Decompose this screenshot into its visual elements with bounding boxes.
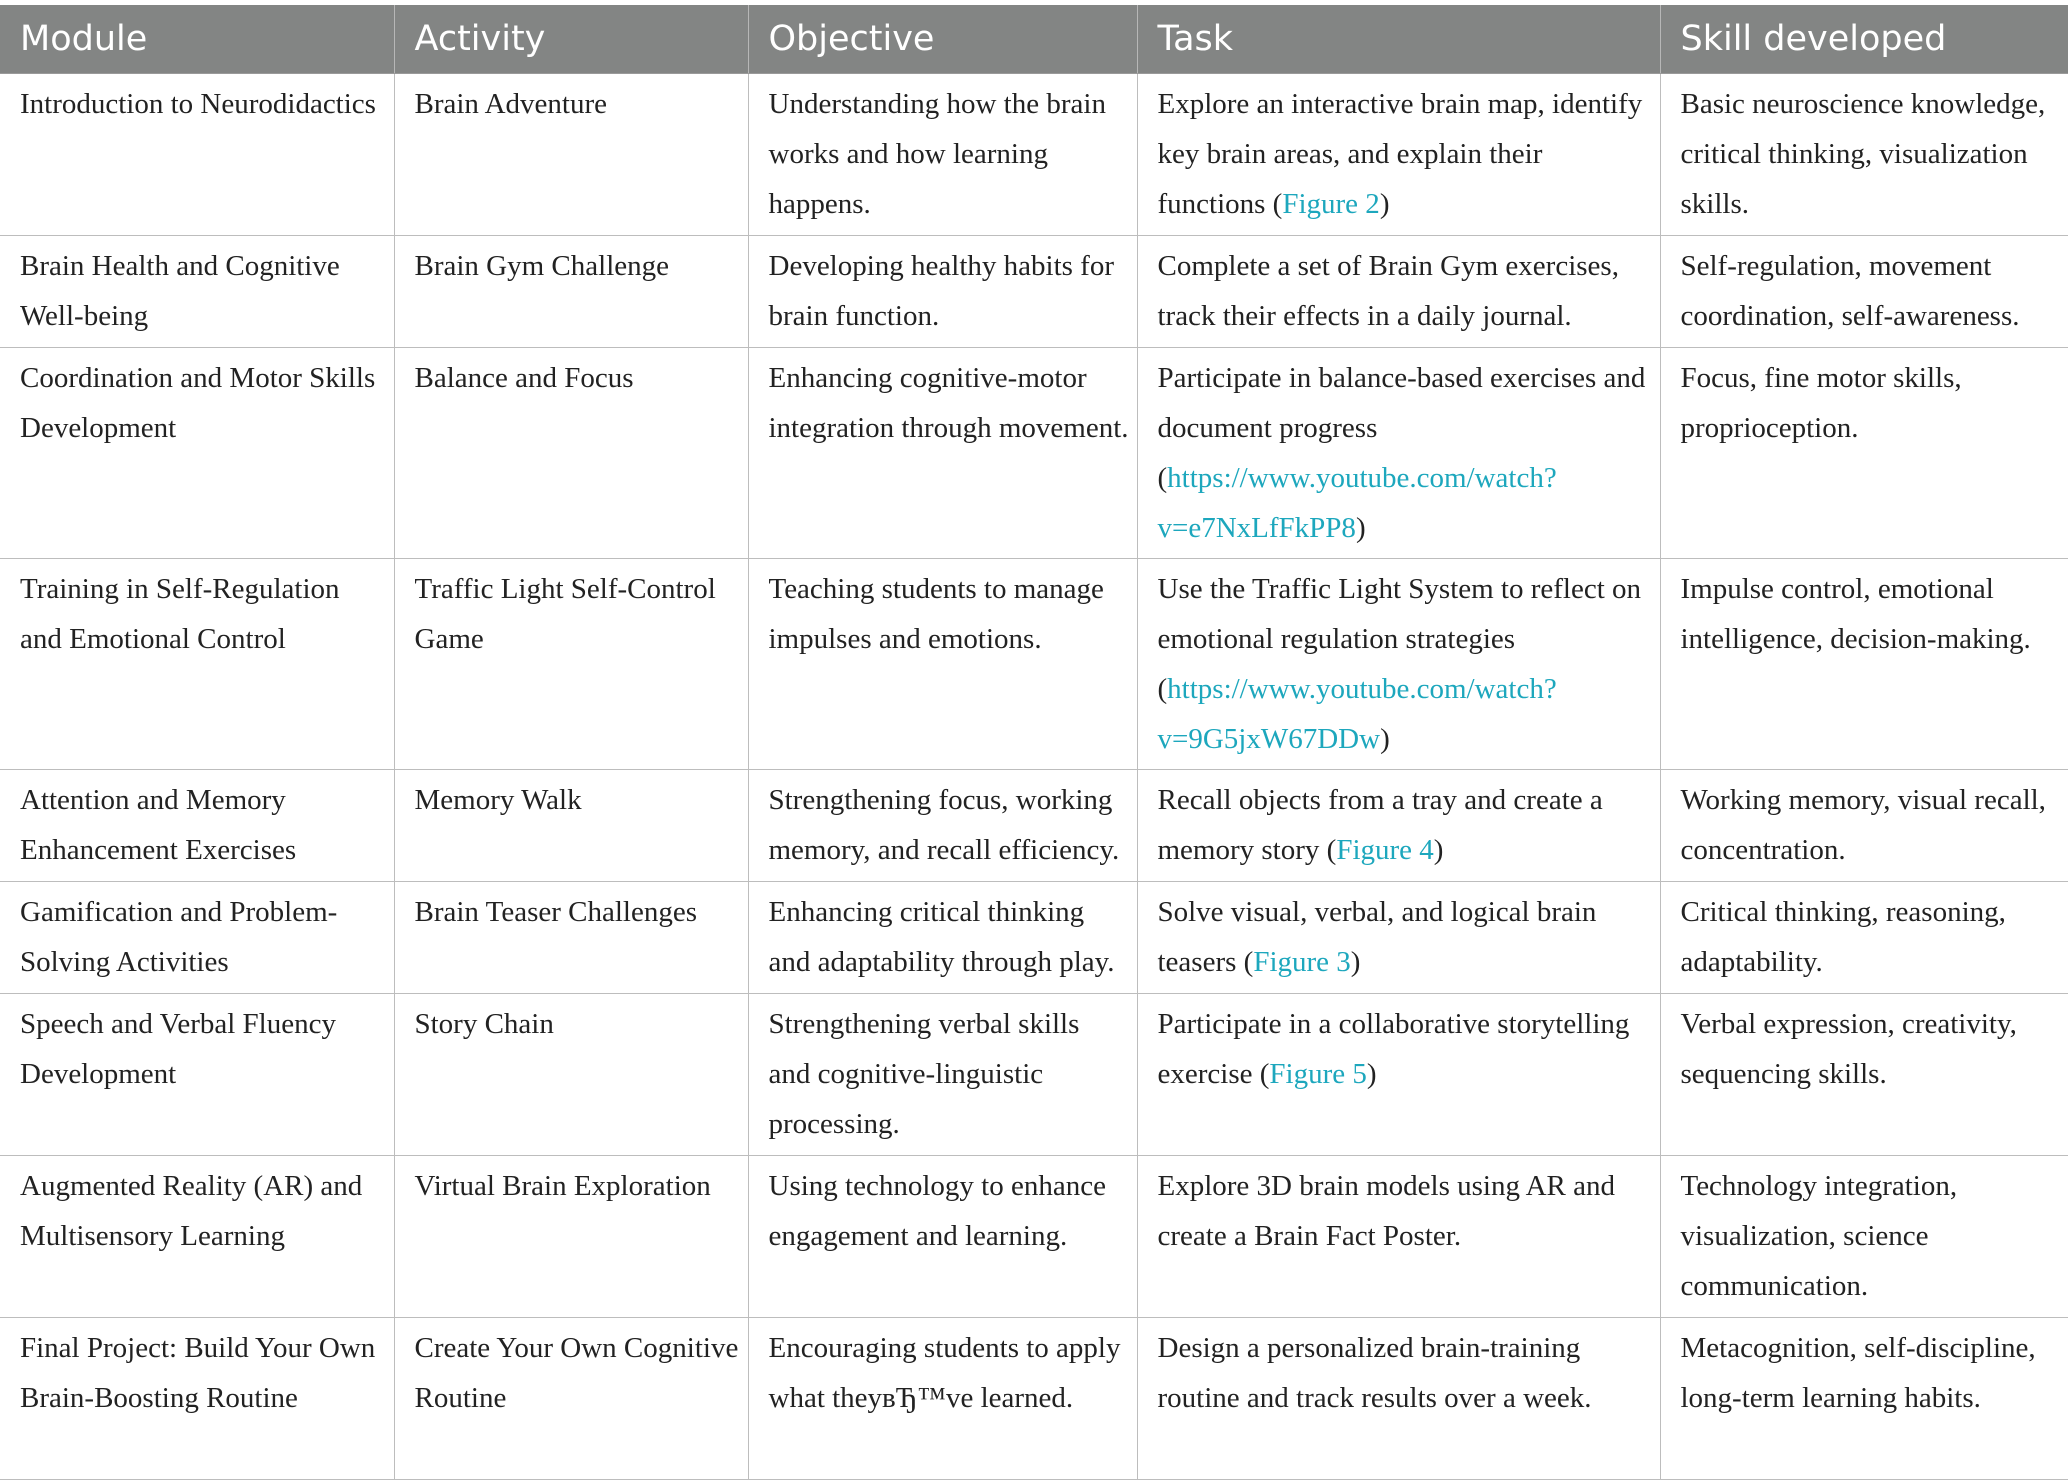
table-header: [0, 5, 2068, 73]
cell-activity: Memory Walk: [394, 769, 748, 881]
cell-module: Gamification and Problem-Solving Activities: [0, 881, 394, 993]
cell-module: Brain Health and Cognitive Well-being: [0, 235, 394, 347]
figure-link[interactable]: Figure 2: [1282, 187, 1380, 220]
header-activity: Activity: [394, 5, 748, 73]
cell-skill: Working memory, visual recall, concentration.: [1660, 769, 2068, 881]
cell-activity: Story Chain: [394, 993, 748, 1155]
cell-skill: Critical thinking, reasoning, adaptability.: [1660, 881, 2068, 993]
task-text: Explore an interactive brain map, identify key brain areas, and explain their functions (: [1157, 87, 1643, 220]
task-text: Complete a set of Brain Gym exercises, track their effects in a daily journal.: [1157, 249, 1619, 332]
cell-skill: Basic neuroscience knowledge, critical thinking, visualization skills.: [1660, 73, 2068, 235]
figure-link[interactable]: Figure 4: [1336, 833, 1434, 866]
cell-task: [1137, 558, 1660, 769]
cell-task: [1137, 73, 1660, 235]
cell-module: Attention and Memory Enhancement Exercises: [0, 769, 394, 881]
header-objective: Objective: [748, 5, 1137, 73]
cell-task: [1137, 881, 1660, 993]
cell-task: [1137, 993, 1660, 1155]
table-row: [0, 347, 2068, 558]
cell-activity: Brain Adventure: [394, 73, 748, 235]
cell-skill: Metacognition, self-discipline, long-term learning habits.: [1660, 1317, 2068, 1479]
header-module: Module: [0, 5, 394, 73]
task-text-end: ): [1366, 1057, 1377, 1090]
task-text-end: ): [1380, 722, 1390, 755]
table-row: [0, 1317, 2068, 1479]
cell-task: [1137, 1317, 1660, 1479]
table-row: [0, 235, 2068, 347]
cell-module: Final Project: Build Your Own Brain-Boosting Routine: [0, 1317, 394, 1479]
task-text-end: ): [1433, 833, 1444, 866]
task-text: Recall objects from a tray and create a memory story (: [1157, 783, 1603, 866]
task-text: Participate in a collaborative storytelling exercise (: [1157, 1007, 1630, 1090]
table-row: [0, 73, 2068, 235]
figure-link[interactable]: Figure 5: [1269, 1057, 1367, 1090]
cell-activity: Create Your Own Cognitive Routine: [394, 1317, 748, 1479]
cell-objective: Encouraging students to apply what theyвЂ™ve learned.: [748, 1317, 1137, 1479]
figure-link[interactable]: Figure 3: [1253, 945, 1351, 978]
cell-module: Coordination and Motor Skills Development: [0, 347, 394, 558]
cell-task: [1137, 347, 1660, 558]
task-text-end: ): [1379, 187, 1390, 220]
task-text: Participate in balance-based exercises and document progress (: [1157, 361, 1646, 494]
table-row: [0, 881, 2068, 993]
cell-objective: Strengthening focus, working memory, and recall efficiency.: [748, 769, 1137, 881]
task-text-end: ): [1350, 945, 1361, 978]
header-row: [0, 5, 2068, 73]
cell-task: [1137, 235, 1660, 347]
cell-objective: Developing healthy habits for brain function.: [748, 235, 1137, 347]
cell-skill: Focus, fine motor skills, proprioception.: [1660, 347, 2068, 558]
modules-table: [0, 5, 2068, 1480]
cell-module: Augmented Reality (AR) and Multisensory Learning: [0, 1155, 394, 1317]
header-task: Task: [1137, 5, 1660, 73]
table-row: [0, 769, 2068, 881]
cell-skill: Self-regulation, movement coordination, self-awareness.: [1660, 235, 2068, 347]
video-link[interactable]: https://www.youtube.com/watch?v=9G5jxW67DDw: [1157, 672, 1557, 755]
table-body: [0, 73, 2068, 1479]
cell-activity: Brain Gym Challenge: [394, 235, 748, 347]
task-text: Use the Traffic Light System to reflect on emotional regulation strategies (: [1157, 572, 1642, 705]
cell-objective: Strengthening verbal skills and cognitive-linguistic processing.: [748, 993, 1137, 1155]
cell-activity: Traffic Light Self-Control Game: [394, 558, 748, 769]
cell-objective: Understanding how the brain works and how learning happens.: [748, 73, 1137, 235]
cell-module: Training in Self-Regulation and Emotional Control: [0, 558, 394, 769]
task-text: Solve visual, verbal, and logical brain teasers (: [1157, 895, 1597, 978]
cell-skill: Impulse control, emotional intelligence, decision-making.: [1660, 558, 2068, 769]
table-row: [0, 993, 2068, 1155]
cell-objective: Teaching students to manage impulses and emotions.: [748, 558, 1137, 769]
cell-task: [1137, 769, 1660, 881]
cell-task: [1137, 1155, 1660, 1317]
cell-activity: Brain Teaser Challenges: [394, 881, 748, 993]
task-text-end: ): [1355, 511, 1366, 544]
cell-objective: Enhancing critical thinking and adaptability through play.: [748, 881, 1137, 993]
task-text: Explore 3D brain models using AR and create a Brain Fact Poster.: [1157, 1169, 1616, 1252]
cell-objective: Using technology to enhance engagement and learning.: [748, 1155, 1137, 1317]
cell-module: Speech and Verbal Fluency Development: [0, 993, 394, 1155]
cell-activity: Virtual Brain Exploration: [394, 1155, 748, 1317]
table-row: [0, 558, 2068, 769]
cell-skill: Verbal expression, creativity, sequencing skills.: [1660, 993, 2068, 1155]
cell-module: Introduction to Neurodidactics: [0, 73, 394, 235]
table-row: [0, 1155, 2068, 1317]
task-text: Design a personalized brain-training routine and track results over a week.: [1157, 1331, 1592, 1414]
cell-skill: Technology integration, visualization, science communication.: [1660, 1155, 2068, 1317]
cell-activity: Balance and Focus: [394, 347, 748, 558]
video-link[interactable]: https://www.youtube.com/watch?v=e7NxLfFkPP8: [1157, 461, 1557, 544]
cell-objective: Enhancing cognitive-motor integration through movement.: [748, 347, 1137, 558]
header-skill: Skill developed: [1660, 5, 2068, 73]
